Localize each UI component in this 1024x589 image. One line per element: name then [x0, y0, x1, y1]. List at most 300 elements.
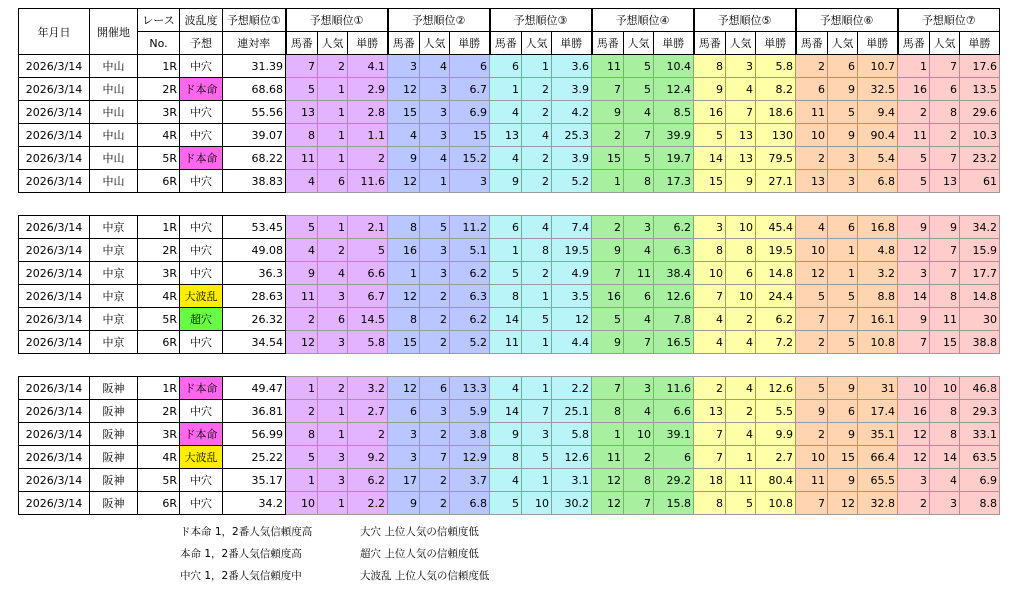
umaban-cell: 4: [694, 331, 726, 354]
venue-cell: 阪神: [90, 446, 138, 469]
race-cell: 3R: [138, 262, 180, 285]
tansho-cell: 7.4: [552, 216, 592, 239]
umaban-cell: 2: [286, 400, 318, 423]
race-cell: 5R: [138, 469, 180, 492]
ninki-cell: 3: [420, 239, 450, 262]
tansho-cell: 11.2: [450, 216, 490, 239]
ninki-cell: 6: [318, 308, 348, 331]
tansho-cell: 10.4: [654, 55, 694, 78]
ninki-cell: 4: [522, 216, 552, 239]
tansho-cell: 15.2: [450, 147, 490, 170]
ninki-cell: 2: [318, 55, 348, 78]
tansho-cell: 6.2: [654, 216, 694, 239]
ninki-cell: 7: [930, 262, 960, 285]
table-row: [19, 78, 1000, 101]
venue-cell: 中京: [90, 216, 138, 239]
ninki-cell: 4: [726, 78, 756, 101]
umaban-cell: 8: [286, 124, 318, 147]
ninki-cell: 10: [726, 216, 756, 239]
umaban-cell: 5: [898, 170, 930, 193]
ninki-cell: 9: [726, 170, 756, 193]
table-row: [19, 423, 1000, 446]
venue-cell: 阪神: [90, 377, 138, 400]
umaban-cell: 5: [286, 78, 318, 101]
tansho-cell: 2: [348, 423, 388, 446]
tansho-cell: 3.5: [552, 285, 592, 308]
tansho-cell: 5.8: [552, 423, 592, 446]
ninki-cell: 8: [522, 239, 552, 262]
umaban-cell: 4: [490, 377, 522, 400]
tansho-cell: 13.5: [960, 78, 1000, 101]
umaban-cell: 10: [286, 492, 318, 515]
umaban-cell: 11: [796, 101, 828, 124]
tansho-cell: 2.7: [756, 446, 796, 469]
header-level-bottom: 予想: [180, 32, 223, 55]
header-sub-tansho: 単勝: [756, 32, 796, 55]
ninki-cell: 1: [318, 216, 348, 239]
tansho-cell: 6.2: [756, 308, 796, 331]
prediction-table: [18, 8, 1000, 515]
ninki-cell: 13: [726, 124, 756, 147]
ninki-cell: 7: [522, 400, 552, 423]
race-cell: 5R: [138, 147, 180, 170]
umaban-cell: 8: [286, 423, 318, 446]
umaban-cell: 1: [490, 78, 522, 101]
venue-cell: 中京: [90, 262, 138, 285]
tansho-cell: 30.2: [552, 492, 592, 515]
umaban-cell: 1: [286, 377, 318, 400]
ninki-cell: 5: [522, 308, 552, 331]
header-date: 年月日: [19, 9, 90, 55]
date-cell: 2026/3/14: [19, 239, 90, 262]
umaban-cell: 11: [592, 55, 624, 78]
ninki-cell: 8: [930, 101, 960, 124]
tansho-cell: 2.8: [348, 101, 388, 124]
ninki-cell: 3: [828, 147, 858, 170]
tansho-cell: 6.6: [348, 262, 388, 285]
umaban-cell: 9: [490, 170, 522, 193]
tansho-cell: 14.5: [348, 308, 388, 331]
tansho-cell: 32.5: [858, 78, 898, 101]
tansho-cell: 17.6: [960, 55, 1000, 78]
tansho-cell: 61: [960, 170, 1000, 193]
level-badge: 中穴: [180, 55, 223, 78]
ninki-cell: 3: [726, 55, 756, 78]
ninki-cell: 2: [522, 101, 552, 124]
date-cell: 2026/3/14: [19, 78, 90, 101]
tansho-cell: 7.8: [654, 308, 694, 331]
ninki-cell: 4: [726, 331, 756, 354]
umaban-cell: 8: [388, 308, 420, 331]
tansho-cell: 29.3: [960, 400, 1000, 423]
tansho-cell: 2.1: [348, 216, 388, 239]
tansho-cell: 14.8: [756, 262, 796, 285]
umaban-cell: 2: [898, 101, 930, 124]
level-badge: ド本命: [180, 423, 223, 446]
umaban-cell: 1: [898, 55, 930, 78]
prediction-sheet: [18, 8, 1000, 515]
ninki-cell: 5: [828, 101, 858, 124]
umaban-cell: 5: [694, 124, 726, 147]
venue-cell: 中山: [90, 55, 138, 78]
tansho-cell: 46.8: [960, 377, 1000, 400]
level-badge: 大波乱: [180, 446, 223, 469]
header-race-bottom: No.: [138, 32, 180, 55]
umaban-cell: 12: [898, 446, 930, 469]
table-row: [19, 124, 1000, 147]
legend-item: 本命 1，2番人気信頼度高: [180, 548, 302, 560]
ninki-cell: 8: [624, 469, 654, 492]
umaban-cell: 11: [490, 331, 522, 354]
ninki-cell: 6: [318, 170, 348, 193]
tansho-cell: 13.3: [450, 377, 490, 400]
ninki-cell: 5: [522, 446, 552, 469]
tansho-cell: 8.5: [654, 101, 694, 124]
header-rank-6: 予想順位⑥: [796, 9, 898, 32]
umaban-cell: 12: [388, 377, 420, 400]
ninki-cell: 4: [624, 239, 654, 262]
tansho-cell: 19.5: [756, 239, 796, 262]
umaban-cell: 9: [286, 262, 318, 285]
date-cell: 2026/3/14: [19, 331, 90, 354]
tansho-cell: 3.7: [450, 469, 490, 492]
tansho-cell: 11.6: [654, 377, 694, 400]
header-sub-umaban: 馬番: [796, 32, 828, 55]
tansho-cell: 5.4: [858, 147, 898, 170]
ninki-cell: 1: [522, 331, 552, 354]
rate-cell: 53.45: [223, 216, 286, 239]
legend-row: [180, 565, 560, 587]
ninki-cell: 1: [726, 446, 756, 469]
tansho-cell: 2: [348, 147, 388, 170]
umaban-cell: 12: [388, 78, 420, 101]
tansho-cell: 5.8: [756, 55, 796, 78]
venue-cell: 中山: [90, 147, 138, 170]
umaban-cell: 4: [694, 308, 726, 331]
ninki-cell: 12: [828, 492, 858, 515]
level-badge: ド本命: [180, 377, 223, 400]
rate-cell: 55.56: [223, 101, 286, 124]
tansho-cell: 3: [450, 170, 490, 193]
umaban-cell: 13: [490, 124, 522, 147]
umaban-cell: 17: [388, 469, 420, 492]
umaban-cell: 2: [592, 124, 624, 147]
ninki-cell: 1: [318, 124, 348, 147]
umaban-cell: 1: [388, 262, 420, 285]
ninki-cell: 2: [624, 446, 654, 469]
venue-cell: 中京: [90, 285, 138, 308]
date-cell: 2026/3/14: [19, 216, 90, 239]
header-rate-top: 予想順位①: [223, 9, 286, 32]
tansho-cell: 12: [552, 308, 592, 331]
ninki-cell: 3: [828, 170, 858, 193]
level-badge: 中穴: [180, 101, 223, 124]
ninki-cell: 11: [930, 308, 960, 331]
umaban-cell: 9: [490, 423, 522, 446]
date-cell: 2026/3/14: [19, 400, 90, 423]
group-spacer: [19, 354, 1000, 377]
header-sub-umaban: 馬番: [898, 32, 930, 55]
header-sub-umaban: 馬番: [592, 32, 624, 55]
header-sub-ninki: 人気: [522, 32, 552, 55]
umaban-cell: 7: [898, 331, 930, 354]
umaban-cell: 9: [898, 216, 930, 239]
umaban-cell: 15: [592, 147, 624, 170]
ninki-cell: 6: [930, 78, 960, 101]
umaban-cell: 12: [286, 331, 318, 354]
ninki-cell: 2: [420, 308, 450, 331]
header-sub-tansho: 単勝: [654, 32, 694, 55]
legend: [180, 521, 560, 587]
tansho-cell: 8.8: [858, 285, 898, 308]
umaban-cell: 4: [286, 170, 318, 193]
header-sub-umaban: 馬番: [388, 32, 420, 55]
umaban-cell: 2: [694, 377, 726, 400]
umaban-cell: 3: [388, 446, 420, 469]
ninki-cell: 1: [522, 285, 552, 308]
table-row: [19, 331, 1000, 354]
rate-cell: 38.83: [223, 170, 286, 193]
umaban-cell: 8: [388, 216, 420, 239]
tansho-cell: 8.2: [756, 78, 796, 101]
ninki-cell: 1: [318, 78, 348, 101]
race-cell: 1R: [138, 55, 180, 78]
tansho-cell: 2.9: [348, 78, 388, 101]
date-cell: 2026/3/14: [19, 147, 90, 170]
ninki-cell: 10: [624, 423, 654, 446]
tansho-cell: 17.3: [654, 170, 694, 193]
tansho-cell: 12.9: [450, 446, 490, 469]
race-cell: 2R: [138, 400, 180, 423]
tansho-cell: 79.5: [756, 147, 796, 170]
level-badge: 超穴: [180, 308, 223, 331]
tansho-cell: 15.9: [960, 239, 1000, 262]
header-rank-7: 予想順位⑦: [898, 9, 1000, 32]
legend-item: 大穴 上位人気の信頼度低: [360, 526, 479, 538]
umaban-cell: 14: [490, 400, 522, 423]
tansho-cell: 5.8: [348, 331, 388, 354]
ninki-cell: 8: [624, 170, 654, 193]
rate-cell: 25.22: [223, 446, 286, 469]
tansho-cell: 2.2: [348, 492, 388, 515]
race-cell: 6R: [138, 331, 180, 354]
ninki-cell: 5: [828, 331, 858, 354]
tansho-cell: 12.6: [756, 377, 796, 400]
umaban-cell: 12: [898, 239, 930, 262]
venue-cell: 中山: [90, 78, 138, 101]
header-sub-tansho: 単勝: [348, 32, 388, 55]
tansho-cell: 6: [654, 446, 694, 469]
ninki-cell: 4: [420, 55, 450, 78]
ninki-cell: 2: [522, 78, 552, 101]
ninki-cell: 9: [828, 377, 858, 400]
tansho-cell: 35.1: [858, 423, 898, 446]
tansho-cell: 29.2: [654, 469, 694, 492]
rate-cell: 36.81: [223, 400, 286, 423]
umaban-cell: 1: [592, 170, 624, 193]
umaban-cell: 13: [286, 101, 318, 124]
ninki-cell: 9: [828, 124, 858, 147]
header-sub-tansho: 単勝: [960, 32, 1000, 55]
ninki-cell: 2: [420, 492, 450, 515]
tansho-cell: 6.7: [348, 285, 388, 308]
umaban-cell: 7: [796, 308, 828, 331]
tansho-cell: 23.2: [960, 147, 1000, 170]
umaban-cell: 14: [898, 285, 930, 308]
rate-cell: 26.32: [223, 308, 286, 331]
tansho-cell: 6.3: [450, 285, 490, 308]
venue-cell: 中京: [90, 308, 138, 331]
tansho-cell: 38.4: [654, 262, 694, 285]
ninki-cell: 3: [318, 285, 348, 308]
date-cell: 2026/3/14: [19, 492, 90, 515]
tansho-cell: 130: [756, 124, 796, 147]
date-cell: 2026/3/14: [19, 170, 90, 193]
venue-cell: 中京: [90, 331, 138, 354]
umaban-cell: 15: [388, 101, 420, 124]
umaban-cell: 4: [490, 469, 522, 492]
ninki-cell: 5: [624, 55, 654, 78]
tansho-cell: 6.6: [654, 400, 694, 423]
tansho-cell: 16.1: [858, 308, 898, 331]
level-badge: 中穴: [180, 216, 223, 239]
header-sub-umaban: 馬番: [286, 32, 318, 55]
rate-cell: 34.54: [223, 331, 286, 354]
ninki-cell: 6: [828, 55, 858, 78]
umaban-cell: 18: [694, 469, 726, 492]
ninki-cell: 3: [420, 78, 450, 101]
tansho-cell: 6.2: [348, 469, 388, 492]
ninki-cell: 15: [828, 446, 858, 469]
umaban-cell: 9: [898, 308, 930, 331]
tansho-cell: 3.8: [450, 423, 490, 446]
tansho-cell: 16.8: [858, 216, 898, 239]
header-sub-ninki: 人気: [624, 32, 654, 55]
ninki-cell: 7: [930, 55, 960, 78]
tansho-cell: 2.2: [552, 377, 592, 400]
tansho-cell: 10.8: [756, 492, 796, 515]
ninki-cell: 2: [522, 170, 552, 193]
legend-row: [180, 521, 560, 543]
umaban-cell: 6: [490, 216, 522, 239]
ninki-cell: 10: [522, 492, 552, 515]
umaban-cell: 3: [898, 469, 930, 492]
ninki-cell: 3: [624, 377, 654, 400]
umaban-cell: 11: [796, 469, 828, 492]
tansho-cell: 4.8: [858, 239, 898, 262]
umaban-cell: 9: [796, 400, 828, 423]
tansho-cell: 6.9: [960, 469, 1000, 492]
level-badge: 中穴: [180, 124, 223, 147]
table-row: [19, 55, 1000, 78]
rate-cell: 49.47: [223, 377, 286, 400]
header-sub-tansho: 単勝: [552, 32, 592, 55]
level-badge: ド本命: [180, 78, 223, 101]
tansho-cell: 18.6: [756, 101, 796, 124]
table-row: [19, 377, 1000, 400]
ninki-cell: 1: [420, 170, 450, 193]
ninki-cell: 6: [420, 377, 450, 400]
ninki-cell: 4: [624, 308, 654, 331]
umaban-cell: 6: [796, 78, 828, 101]
race-cell: 4R: [138, 124, 180, 147]
tansho-cell: 4.1: [348, 55, 388, 78]
umaban-cell: 5: [286, 216, 318, 239]
date-cell: 2026/3/14: [19, 101, 90, 124]
venue-cell: 中山: [90, 101, 138, 124]
header-rank-3: 予想順位③: [490, 9, 592, 32]
date-cell: 2026/3/14: [19, 446, 90, 469]
table-row: [19, 285, 1000, 308]
umaban-cell: 5: [796, 285, 828, 308]
tansho-cell: 38.8: [960, 331, 1000, 354]
level-badge: ド本命: [180, 147, 223, 170]
date-cell: 2026/3/14: [19, 55, 90, 78]
umaban-cell: 16: [898, 78, 930, 101]
umaban-cell: 6: [388, 400, 420, 423]
ninki-cell: 7: [420, 446, 450, 469]
tansho-cell: 6.8: [858, 170, 898, 193]
umaban-cell: 10: [796, 446, 828, 469]
tansho-cell: 29.6: [960, 101, 1000, 124]
tansho-cell: 25.3: [552, 124, 592, 147]
umaban-cell: 2: [796, 55, 828, 78]
tansho-cell: 12.4: [654, 78, 694, 101]
tansho-cell: 19.7: [654, 147, 694, 170]
umaban-cell: 12: [592, 492, 624, 515]
tansho-cell: 4.9: [552, 262, 592, 285]
race-cell: 4R: [138, 446, 180, 469]
umaban-cell: 14: [490, 308, 522, 331]
tansho-cell: 5.2: [450, 331, 490, 354]
umaban-cell: 3: [694, 216, 726, 239]
tansho-cell: 19.5: [552, 239, 592, 262]
header-rank-5: 予想順位⑤: [694, 9, 796, 32]
tansho-cell: 11.6: [348, 170, 388, 193]
tansho-cell: 7.2: [756, 331, 796, 354]
table-row: [19, 262, 1000, 285]
umaban-cell: 16: [592, 285, 624, 308]
ninki-cell: 6: [624, 285, 654, 308]
umaban-cell: 11: [286, 147, 318, 170]
tansho-cell: 25.1: [552, 400, 592, 423]
tansho-cell: 10.8: [858, 331, 898, 354]
tansho-cell: 2.7: [348, 400, 388, 423]
ninki-cell: 1: [522, 377, 552, 400]
tansho-cell: 34.2: [960, 216, 1000, 239]
date-cell: 2026/3/14: [19, 308, 90, 331]
tansho-cell: 5.9: [450, 400, 490, 423]
umaban-cell: 16: [694, 101, 726, 124]
ninki-cell: 1: [828, 262, 858, 285]
rate-cell: 35.17: [223, 469, 286, 492]
race-cell: 1R: [138, 216, 180, 239]
legend-item: 中穴 1，2番人気信頼度中: [180, 570, 302, 582]
ninki-cell: 10: [930, 377, 960, 400]
ninki-cell: 9: [828, 469, 858, 492]
umaban-cell: 1: [490, 239, 522, 262]
race-cell: 1R: [138, 377, 180, 400]
ninki-cell: 8: [930, 400, 960, 423]
ninki-cell: 2: [420, 285, 450, 308]
header-sub-umaban: 馬番: [694, 32, 726, 55]
header-level-top: 波乱度: [180, 9, 223, 32]
table-row: [19, 400, 1000, 423]
umaban-cell: 7: [694, 423, 726, 446]
ninki-cell: 10: [726, 285, 756, 308]
rate-cell: 68.22: [223, 147, 286, 170]
legend-item: 超穴 上位人気の信頼度低: [360, 548, 479, 560]
